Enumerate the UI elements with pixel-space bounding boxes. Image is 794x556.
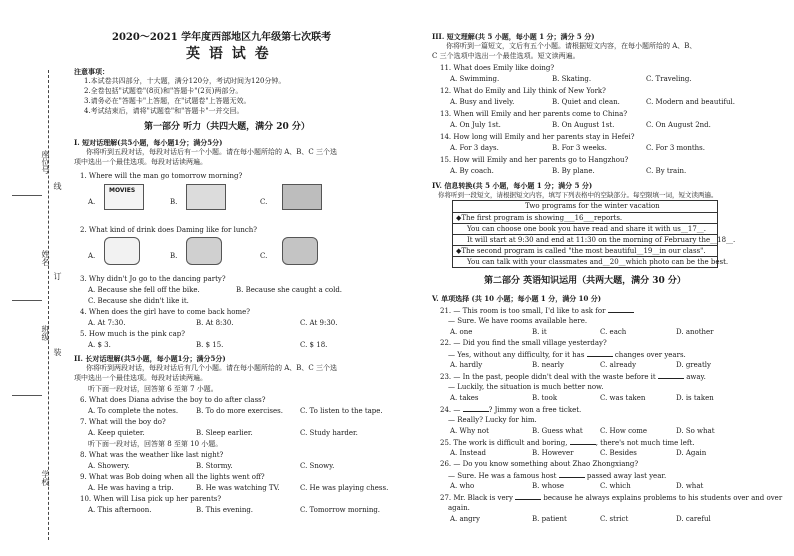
q26-option-a: A. who [450, 482, 475, 490]
q27-option-c: C. strict [600, 515, 629, 523]
q5-option-b: B. $ 15. [196, 341, 224, 349]
q25-option-c: C. Besides [600, 449, 637, 457]
q27-option-b: B. patient [532, 515, 567, 523]
q21-option-d: D. another [676, 328, 714, 336]
q9-option-c: C. He was playing chess. [300, 484, 389, 492]
q23-line-1 [440, 372, 706, 382]
q14-option-c: C. For 3 months. [646, 144, 705, 152]
q8-option-a: A. Showery. [88, 462, 130, 470]
q25-option-a: A. Instead [450, 449, 486, 457]
seat-blank [12, 195, 42, 196]
note-3: 3.请务必在"答题卡"上答题，在"试题卷"上答题无效。 [84, 97, 251, 105]
q26-line-2 [448, 471, 666, 481]
q14-option-b: B. For 3 weeks. [552, 144, 607, 152]
table-row-2: You can choose one book you have read and share it with us__17__. [467, 225, 707, 233]
q5-option-c: C. $ 18. [300, 341, 328, 349]
binding-mark-zhuang: 装 [53, 348, 62, 356]
q22-post: changes over years. [614, 351, 686, 359]
tea-image [186, 237, 222, 265]
binding-mark-ding: 订 [53, 272, 62, 280]
q24-option-d: D. So what [676, 427, 715, 435]
q5-text: 5. How much is the pink cap? [80, 330, 186, 338]
q23-answer-blank[interactable] [658, 372, 684, 379]
q27-option-d: D. careful [676, 515, 711, 523]
part2-title: 第二部分 英语知识运用（共两大题，满分 30 分） [484, 276, 686, 286]
binding-name: 姓名 [41, 250, 50, 266]
q22-option-d: D. greatly [676, 361, 711, 369]
binding-seat: 座位号 [41, 150, 50, 174]
q22-option-b: B. nearly [532, 361, 564, 369]
listen-8-10: 听下面一段对话，回答第 8 至第 10 小题。 [88, 440, 223, 448]
q26-pre: — Sure. He was a famous host [448, 472, 557, 480]
q8-option-b: B. Stormy. [196, 462, 233, 470]
q25-option-b: B. However [532, 449, 574, 457]
s3-instr-2: C 三个选项中选出一个最佳选项。短文读两遍。 [432, 52, 580, 60]
q7-text: 7. What will the boy do? [80, 418, 166, 426]
q25-option-d: D. Again [676, 449, 707, 457]
table-title: Two programs for the winter vacation [525, 202, 660, 210]
q11-option-a: A. Swimming. [450, 75, 500, 83]
q26-option-d: D. what [676, 482, 704, 490]
s1-instr-1: 你将听到五段对话，每段对话后有一个小题。请在每小题所给的 A、B、C 三个选 [86, 148, 338, 156]
q26-option-b: B. whose [532, 482, 565, 490]
q3-option-a: A. Because she fell off the bike. [88, 286, 200, 294]
q27-post: because he always explains problems to his students over and over [543, 494, 783, 502]
building-image [186, 184, 226, 210]
q27-line-2: again. [448, 504, 470, 512]
binding-school: 学校 [41, 470, 50, 486]
q8-option-c: C. Snowy. [300, 462, 335, 470]
q12-text: 12. What do Emily and Lily think of New York? [440, 87, 606, 95]
q13-option-a: A. On July 1st. [450, 121, 501, 129]
s3-title: III. 短文理解(共 5 小题，每小题 1 分；满分 5 分) [432, 32, 595, 41]
q15-text: 15. How will Emily and her parents go to Hangzhou? [440, 156, 629, 164]
table-row-4: ◆The second program is called "the most beautiful__19__in our class". [456, 247, 706, 255]
binding-class: 班级 [41, 325, 50, 341]
q23-line-2: — Luckily, the situation is much better now. [448, 383, 604, 391]
q2-b-label: B. [170, 252, 178, 260]
q27-line-1 [440, 493, 782, 503]
q5-option-a: A. $ 3. [88, 341, 111, 349]
s1-instr-2: 项中选出一个最佳选项。每段对话读两遍。 [74, 158, 207, 166]
q21-prompt: 21. — This room is too small, I'd like to ask for [440, 307, 606, 315]
q21-option-b: B. it [532, 328, 547, 336]
q22-answer-blank[interactable] [587, 350, 613, 357]
table-row-5: You can talk with your classmates and__20__which photo can be the best. [467, 258, 729, 266]
q9-text: 9. What was Bob doing when all the lights went off? [80, 473, 265, 481]
cinema-sign: MOVIES [109, 187, 136, 194]
q24-option-c: C. How come [600, 427, 648, 435]
cinema-image [104, 184, 144, 210]
part1-title: 第一部分 听力（共四大题，满分 20 分） [144, 122, 310, 132]
q15-option-a: A. By coach. [450, 167, 494, 175]
q23-option-d: D. is taken [676, 394, 714, 402]
q2-c-label: C. [260, 252, 268, 260]
q2-a-label: A. [88, 252, 96, 260]
q1-text: 1. Where will the man go tomorrow morning? [80, 172, 243, 180]
q10-option-b: B. This evening. [196, 506, 254, 514]
q12-option-a: A. Busy and lively. [450, 98, 515, 106]
q24-line-1 [440, 405, 581, 415]
q10-option-a: A. This afternoon. [88, 506, 152, 514]
q24-answer-blank[interactable] [463, 405, 489, 412]
q8-text: 8. What was the weather like last night? [80, 451, 224, 459]
q10-text: 10. When will Lisa pick up her parents? [80, 495, 222, 503]
q25-post: , there's not much time left. [595, 439, 695, 447]
q1-b-label: B. [170, 198, 178, 206]
q11-text: 11. What does Emily like doing? [440, 64, 555, 72]
q12-option-c: C. Modern and beautiful. [646, 98, 735, 106]
q3-text: 3. Why didn't Jo go to the dancing party? [80, 275, 226, 283]
q27-pre: 27. Mr. Black is very [440, 494, 513, 502]
q21-option-c: C. each [600, 328, 627, 336]
info-table [452, 200, 736, 268]
s4-title: IV. 信息转换(共 5 小题，每小题 1 分；满分 5 分) [432, 181, 593, 190]
q27-option-a: A. angry [450, 515, 480, 523]
q24-pre: 24. — [440, 406, 461, 414]
q21-option-a: A. one [450, 328, 473, 336]
q25-answer-blank[interactable] [570, 438, 596, 445]
q27-answer-blank[interactable] [515, 493, 541, 500]
q2-text: 2. What kind of drink does Daming like for lunch? [80, 226, 258, 234]
q21-line-1 [440, 306, 634, 316]
class-blank [12, 395, 42, 396]
q26-line-1: 26. — Do you know something about Zhao Zhongxiang? [440, 460, 639, 468]
q7-option-c: C. Study harder. [300, 429, 358, 437]
q6-option-b: B. To do more exercises. [196, 407, 283, 415]
coffee-image [282, 237, 318, 265]
q25-pre: 25. The work is difficult and boring, [440, 439, 568, 447]
q7-option-b: B. Sleep earlier. [196, 429, 253, 437]
exam-subtitle: 英 语 试 卷 [186, 46, 271, 62]
note-4: 4.考试结束后，请将"试题卷"和"答题卡"一并交回。 [84, 107, 244, 115]
q11-option-b: B. Skating. [552, 75, 592, 83]
q24-option-b: B. Guess what [532, 427, 583, 435]
q12-option-b: B. Quiet and clean. [552, 98, 620, 106]
s1-title: I. 短对话理解(共5小题，每小题1分；满分5分) [74, 138, 223, 147]
juice-image [104, 237, 140, 265]
q22-option-a: A. hardly [450, 361, 483, 369]
q3-option-b: B. Because she caught a cold. [236, 286, 343, 294]
q3-option-c: C. Because she didn't like it. [88, 297, 189, 305]
s3-instr-1: 你将听到一篇短文，文后有五个小题。请根据短文内容，在每小题所给的 A、B、 [446, 42, 697, 50]
s5-title: V. 单项选择 (共 10 小题；每小题 1 分，满分 10 分) [432, 294, 602, 303]
name-blank [12, 300, 42, 301]
q21-answer-blank[interactable] [608, 306, 634, 313]
q13-option-c: C. On August 2nd. [646, 121, 711, 129]
q23-post: away. [686, 373, 706, 381]
note-1: 1.本试卷共四部分，十大题，满分120分，考试时间为120分钟。 [84, 77, 286, 85]
s2-instr-2: 项中选出一个最佳选项。每段对话读两遍。 [74, 374, 207, 382]
q9-option-a: A. He was having a trip. [88, 484, 174, 492]
q22-pre: — Yes, without any difficulty, for it has [448, 351, 585, 359]
q22-option-c: C. already [600, 361, 637, 369]
q1-a-label: A. [88, 198, 96, 206]
q15-option-b: B. By plane. [552, 167, 595, 175]
q13-text: 13. When will Emily and her parents come to China? [440, 110, 628, 118]
q6-text: 6. What does Diana advise the boy to do after class? [80, 396, 266, 404]
q23-option-b: B. took [532, 394, 558, 402]
exam-title: 2020～2021 学年度西部地区九年级第七次联考 [112, 32, 332, 43]
s2-title: II. 长对话理解(共5小题，每小题1分；满分5分) [74, 354, 226, 363]
q10-option-c: C. Tomorrow morning. [300, 506, 381, 514]
s2-instr-1: 你将听到两段对话，每段对话后有几个小题。请在每小题所给的 A、B、C 三个选 [86, 364, 338, 372]
q9-option-b: B. He was watching TV. [196, 484, 280, 492]
q7-option-a: A. Keep quieter. [88, 429, 145, 437]
market-image [282, 184, 322, 210]
notes-heading: 注意事项： [74, 67, 109, 76]
q11-option-c: C. Traveling. [646, 75, 692, 83]
binding-mark-line: 线 [53, 182, 62, 190]
table-row-3: It will start at 9:30 and end at 11:30 on the morning of February the__18__. [467, 236, 736, 244]
q1-c-label: C. [260, 198, 268, 206]
q22-line-2 [448, 350, 686, 360]
q24-line-2: — Really? Lucky for him. [448, 416, 537, 424]
q23-option-c: C. was taken [600, 394, 646, 402]
q26-option-c: C. which [600, 482, 631, 490]
q4-text: 4. When does the girl have to come back home? [80, 308, 251, 316]
q4-option-b: B. At 8:30. [196, 319, 234, 327]
q26-post: passed away last year. [586, 472, 667, 480]
q21-line-2: — Sure. We have rooms available here. [448, 317, 588, 325]
q14-text: 14. How long will Emily and her parents stay in Hefei? [440, 133, 635, 141]
q26-answer-blank[interactable] [559, 471, 585, 478]
q24-option-a: A. Why not [450, 427, 489, 435]
table-row-1: ◆The first program is showing___16___reports. [456, 214, 623, 222]
q22-line-1: 22. — Did you find the small village yesterday? [440, 339, 607, 347]
q4-option-a: A. At 7:30. [88, 319, 126, 327]
q23-option-a: A. takes [450, 394, 479, 402]
q13-option-b: B. On August 1st. [552, 121, 615, 129]
listen-6-7: 听下面一段对话，回答第 6 至第 7 小题。 [88, 385, 218, 393]
q6-option-a: A. To complete the notes. [88, 407, 179, 415]
q24-post: ? Jimmy won a free ticket. [488, 406, 582, 414]
note-2: 2.全卷包括"试题卷"(8页)和"答题卡"(2页)两部分。 [84, 87, 243, 95]
q23-pre: 23. — In the past, people didn't deal with the waste before it [440, 373, 656, 381]
q4-option-c: C. At 9:30. [300, 319, 338, 327]
q6-option-c: C. To listen to the tape. [300, 407, 383, 415]
q15-option-c: C. By train. [646, 167, 687, 175]
s4-instr: 你将听到一段短文，请根据短文内容，填写下列表格中的空缺部分。每空限填一词，短文读两遍。 [438, 191, 718, 199]
q25-line [440, 438, 695, 448]
q14-option-a: A. For 3 days. [450, 144, 499, 152]
